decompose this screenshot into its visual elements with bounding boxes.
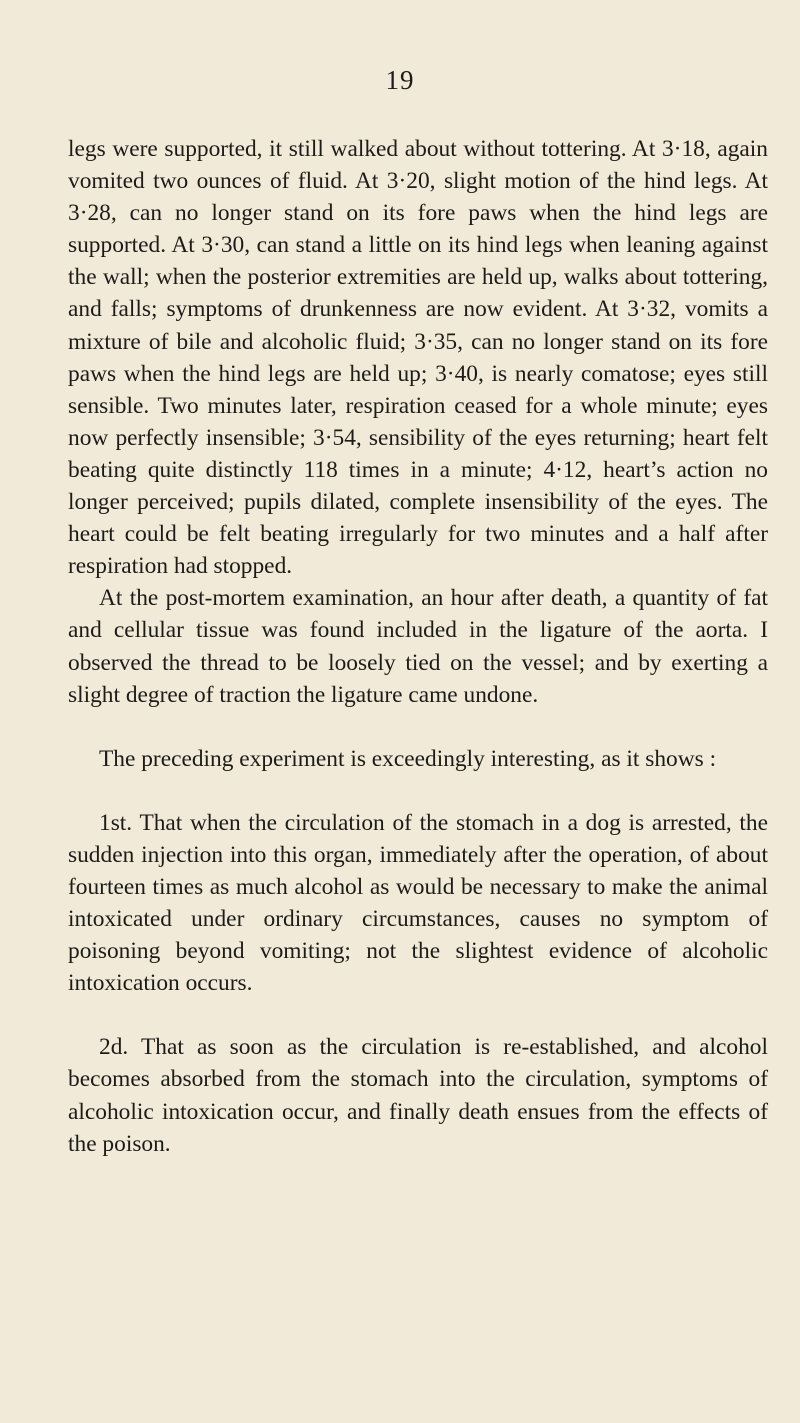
paragraph-second-conclusion: 2d. That as soon as the circulation is re-established, and alcohol becomes absorbed from the stomach into the circulation, symptoms of alcoholic intoxication occur, and finally death ensues from the effects of the poison. [68, 1034, 768, 1157]
paragraph-post-mortem: At the post-mortem examination, an hour after death, a quantity of fat and cellular tissue was found included in the ligature of the aorta. I observed the thread to be loosely tied on the vessel; and by exerting a slight degree of traction the ligature came undone. [68, 585, 768, 708]
page-number: 19 [385, 65, 415, 95]
page-body [68, 133, 768, 1160]
paragraph-first-conclusion: 1st. That when the circulation of the stomach in a dog is arrested, the sudden injection into this organ, immediately after the operation, of about fourteen times as much alcohol as would be necessary to make the animal intoxicated under ordinary circumstances, causes no symptom of poisoning beyond vomiting; not the slightest evidence of alcoholic intoxication occurs. [68, 809, 768, 997]
paragraph-conclusion-intro: The preceding experiment is exceedingly interesting, as it shows : [99, 745, 717, 772]
paragraph-continued-observations: legs were supported, it still walked about without tottering. At 3·18, again vomited two ounces of fluid. At 3·20, slight motion of the hind legs. At 3·28, can no longer stand on its fore paws when the hind legs are supported. At 3·30, can stand a little on its hind legs when leaning against the wall; when the posterior extremities are held up, walks about tottering, and falls; symptoms of drunkenness are now evident. At 3·32, vomits a mixture of bile and alcoholic fluid; 3·35, can no longer stand on its fore paws when the hind legs are held up; 3·40, is nearly comatose; eyes still sensible. Two minutes later, respiration ceased for a whole minute; eyes now perfectly insensible; 3·54, sensibility of the eyes returning; heart felt beating quite distinctly 118 times in a minute; 4·12, heart’s action no longer perceived; pupils dilated, complete insensibility of the eyes. The heart could be felt beating irregularly for two minutes and a half after respiration had stopped. [68, 136, 768, 580]
